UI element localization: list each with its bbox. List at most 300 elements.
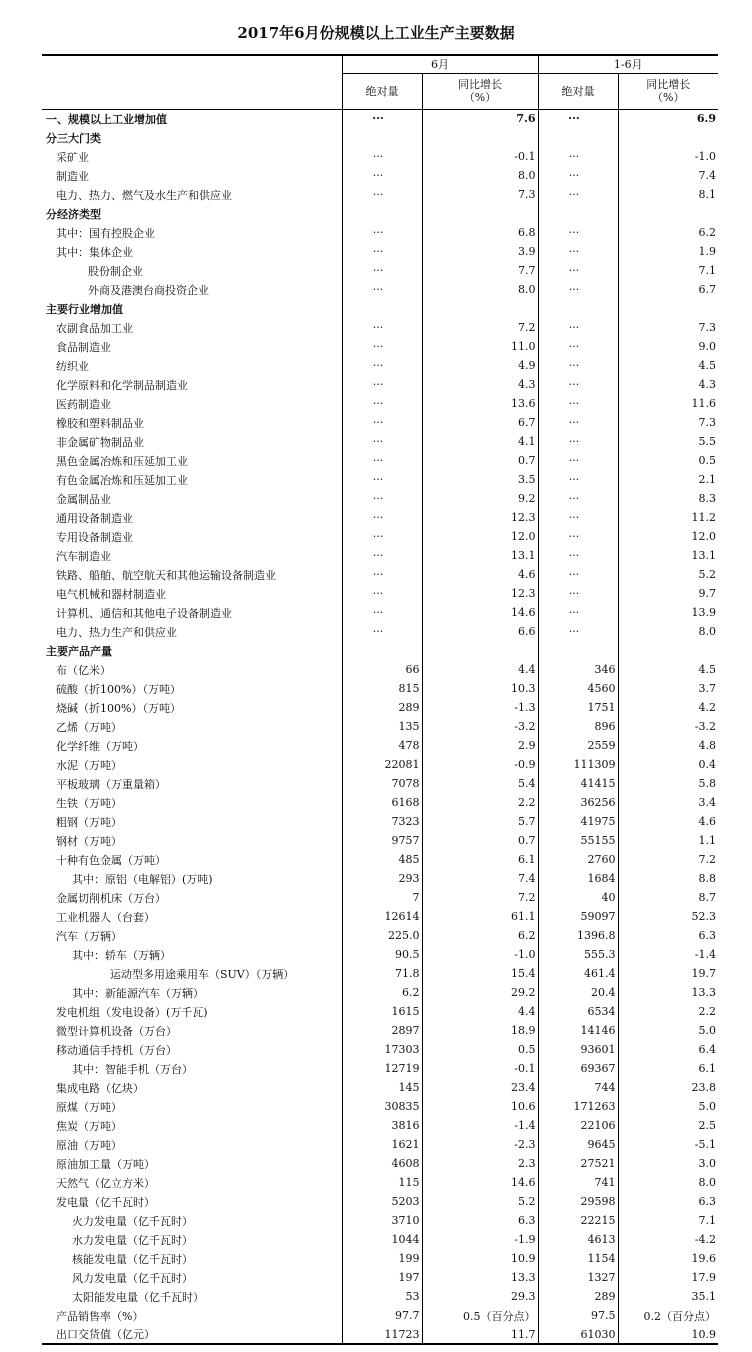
ytd-yoy-cell — [618, 641, 718, 660]
ytd-yoy-cell: 8.0 — [618, 622, 718, 641]
row-name: 集成电路（亿块） — [56, 1081, 144, 1095]
row-name: 平板玻璃（万重量箱） — [56, 777, 166, 791]
june-yoy-cell: -1.0 — [422, 945, 538, 964]
june-yoy-cell: -1.4 — [422, 1116, 538, 1135]
june-abs-cell: ··· — [342, 185, 422, 204]
ytd-abs-cell: ··· — [538, 147, 618, 166]
row-name: 医药制造业 — [56, 397, 111, 411]
ytd-yoy-cell: 6.1 — [618, 1059, 718, 1078]
ytd-abs-cell: ··· — [538, 394, 618, 413]
header-blank — [42, 55, 342, 73]
june-abs-cell: 135 — [342, 717, 422, 736]
june-abs-cell: 1615 — [342, 1002, 422, 1021]
row-name: 分经济类型 — [46, 207, 101, 221]
ytd-yoy-cell: 9.0 — [618, 337, 718, 356]
ytd-abs-cell: 22106 — [538, 1116, 618, 1135]
table-row — [42, 1059, 718, 1078]
ytd-abs-cell: 289 — [538, 1287, 618, 1306]
row-name: 移动通信手持机（万台） — [56, 1043, 177, 1057]
row-name: 计算机、通信和其他电子设备制造业 — [56, 606, 232, 620]
table-row — [42, 888, 718, 907]
table-row — [42, 793, 718, 812]
ytd-yoy-cell: 35.1 — [618, 1287, 718, 1306]
june-yoy-cell: -0.1 — [422, 1059, 538, 1078]
ytd-yoy-cell: 7.1 — [618, 261, 718, 280]
june-yoy-cell: 13.6 — [422, 394, 538, 413]
june-yoy-cell: 11.7 — [422, 1325, 538, 1344]
june-abs-cell: 30835 — [342, 1097, 422, 1116]
row-name: 运动型多用途乘用车（SUV）（万辆） — [110, 967, 295, 981]
ytd-abs-cell: 555.3 — [538, 945, 618, 964]
row-name: 化学原料和化学制品制造业 — [56, 378, 188, 392]
row-name: 采矿业 — [56, 150, 89, 164]
table-row — [42, 432, 718, 451]
table-row — [42, 983, 718, 1002]
row-name: 其中：原铝（电解铝）(万吨) — [72, 872, 213, 886]
ytd-abs-cell: ··· — [538, 527, 618, 546]
ytd-yoy-cell: -1.4 — [618, 945, 718, 964]
table-row — [42, 109, 718, 128]
june-yoy-cell: 0.7 — [422, 831, 538, 850]
ytd-yoy-cell: 7.4 — [618, 166, 718, 185]
june-yoy-cell: 13.1 — [422, 546, 538, 565]
ytd-abs-cell: 2760 — [538, 850, 618, 869]
ytd-yoy-cell: 6.9 — [618, 109, 718, 128]
ytd-yoy-cell: 2.2 — [618, 1002, 718, 1021]
ytd-abs-cell: 9645 — [538, 1135, 618, 1154]
row-name: 生铁（万吨） — [56, 796, 122, 810]
june-abs-cell: ··· — [342, 584, 422, 603]
june-yoy-cell: 7.3 — [422, 185, 538, 204]
ytd-yoy-cell: -5.1 — [618, 1135, 718, 1154]
june-yoy-cell: 0.5 — [422, 1040, 538, 1059]
ytd-yoy-cell: 19.6 — [618, 1249, 718, 1268]
table-row — [42, 261, 718, 280]
row-name: 一、规模以上工业增加值 — [46, 112, 167, 126]
table-row — [42, 356, 718, 375]
ytd-abs-cell: 744 — [538, 1078, 618, 1097]
ytd-abs-cell: 69367 — [538, 1059, 618, 1078]
header-blank-2 — [42, 73, 342, 109]
june-yoy-cell: 4.4 — [422, 660, 538, 679]
june-abs-cell: 5203 — [342, 1192, 422, 1211]
row-name: 钢材（万吨） — [56, 834, 122, 848]
row-name: 出口交货值（亿元） — [42, 1325, 342, 1344]
june-abs-cell: ··· — [342, 622, 422, 641]
data-table — [42, 54, 718, 1345]
june-abs-cell: 66 — [342, 660, 422, 679]
header-yoy-unit: （%） — [463, 91, 497, 104]
ytd-abs-cell: 4613 — [538, 1230, 618, 1249]
header-ytd-abs: 绝对量 — [538, 73, 618, 109]
row-name: 有色金属冶炼和压延加工业 — [56, 473, 188, 487]
row-name: 化学纤维（万吨） — [56, 739, 144, 753]
table-row — [42, 451, 718, 470]
june-abs-cell: 3710 — [342, 1211, 422, 1230]
ytd-abs-cell: ··· — [538, 451, 618, 470]
row-name: 金属制品业 — [56, 492, 111, 506]
june-abs-cell: 9757 — [342, 831, 422, 850]
table-row — [42, 1021, 718, 1040]
june-abs-cell: ··· — [342, 375, 422, 394]
ytd-abs-cell: 36256 — [538, 793, 618, 812]
table-row — [42, 470, 718, 489]
ytd-abs-cell: 6534 — [538, 1002, 618, 1021]
row-name: 火力发电量（亿千瓦时） — [72, 1214, 193, 1228]
ytd-abs-cell: 61030 — [538, 1325, 618, 1344]
ytd-yoy-cell — [618, 204, 718, 223]
june-abs-cell: ··· — [342, 318, 422, 337]
june-abs-cell: 97.7 — [342, 1306, 422, 1325]
june-yoy-cell: 61.1 — [422, 907, 538, 926]
table-row — [42, 1287, 718, 1306]
table-row — [42, 565, 718, 584]
ytd-abs-cell: ··· — [538, 584, 618, 603]
june-abs-cell: 7078 — [342, 774, 422, 793]
table-row — [42, 375, 718, 394]
table-row — [42, 1230, 718, 1249]
june-abs-cell: ··· — [342, 280, 422, 299]
ytd-abs-cell: 97.5 — [538, 1306, 618, 1325]
row-name: 天然气（亿立方米） — [56, 1176, 155, 1190]
june-yoy-cell: 6.6 — [422, 622, 538, 641]
june-yoy-cell: 4.6 — [422, 565, 538, 584]
ytd-yoy-cell: 4.5 — [618, 660, 718, 679]
june-yoy-cell: 9.2 — [422, 489, 538, 508]
june-abs-cell: ··· — [342, 394, 422, 413]
row-name: 其中：新能源汽车（万辆） — [72, 986, 204, 1000]
ytd-yoy-cell: 5.8 — [618, 774, 718, 793]
june-abs-cell: 3816 — [342, 1116, 422, 1135]
june-yoy-cell: 3.5 — [422, 470, 538, 489]
table-row — [42, 1097, 718, 1116]
ytd-yoy-cell: 11.2 — [618, 508, 718, 527]
ytd-yoy-cell: 0.4 — [618, 755, 718, 774]
june-abs-cell: ··· — [342, 166, 422, 185]
june-abs-cell: 145 — [342, 1078, 422, 1097]
june-abs-cell: 6168 — [342, 793, 422, 812]
table-row — [42, 603, 718, 622]
june-yoy-cell: 11.0 — [422, 337, 538, 356]
june-abs-cell — [342, 299, 422, 318]
ytd-abs-cell: 29598 — [538, 1192, 618, 1211]
june-abs-cell — [342, 204, 422, 223]
ytd-yoy-cell: 6.2 — [618, 223, 718, 242]
ytd-yoy-cell: 8.8 — [618, 869, 718, 888]
table-row — [42, 1173, 718, 1192]
table-row — [42, 299, 718, 318]
table-row — [42, 185, 718, 204]
ytd-yoy-cell: 7.2 — [618, 850, 718, 869]
ytd-abs-cell: ··· — [538, 223, 618, 242]
ytd-abs-cell: 1751 — [538, 698, 618, 717]
ytd-yoy-cell — [618, 299, 718, 318]
june-yoy-cell: 7.2 — [422, 888, 538, 907]
ytd-abs-cell: ··· — [538, 375, 618, 394]
june-abs-cell: ··· — [342, 508, 422, 527]
june-abs-cell: 815 — [342, 679, 422, 698]
june-yoy-cell: 5.7 — [422, 812, 538, 831]
row-name: 微型计算机设备（万台） — [56, 1024, 177, 1038]
table-row — [42, 166, 718, 185]
row-name: 原油（万吨） — [56, 1138, 122, 1152]
june-yoy-cell: 4.1 — [422, 432, 538, 451]
table-row — [42, 1325, 718, 1344]
june-yoy-cell: -1.9 — [422, 1230, 538, 1249]
ytd-abs-cell: 461.4 — [538, 964, 618, 983]
june-yoy-cell: 8.0 — [422, 166, 538, 185]
table-row — [42, 527, 718, 546]
ytd-yoy-cell: -1.0 — [618, 147, 718, 166]
ytd-yoy-cell: 10.9 — [618, 1325, 718, 1344]
table-row — [42, 1078, 718, 1097]
ytd-abs-cell: ··· — [538, 489, 618, 508]
ytd-abs-cell: ··· — [538, 185, 618, 204]
row-name: 主要产品产量 — [46, 644, 112, 658]
ytd-abs-cell: 41415 — [538, 774, 618, 793]
row-name: 焦炭（万吨） — [56, 1119, 122, 1133]
row-name: 食品制造业 — [56, 340, 111, 354]
june-yoy-cell: 2.2 — [422, 793, 538, 812]
ytd-yoy-cell: 8.1 — [618, 185, 718, 204]
june-yoy-cell: 29.2 — [422, 983, 538, 1002]
header-june-abs: 绝对量 — [342, 73, 422, 109]
ytd-abs-cell: ··· — [538, 622, 618, 641]
ytd-yoy-cell: 9.7 — [618, 584, 718, 603]
june-yoy-cell: -0.1 — [422, 147, 538, 166]
row-name: 汽车制造业 — [56, 549, 111, 563]
june-abs-cell: ··· — [342, 565, 422, 584]
june-yoy-cell: 23.4 — [422, 1078, 538, 1097]
table-row — [42, 736, 718, 755]
june-yoy-cell: 6.3 — [422, 1211, 538, 1230]
ytd-abs-cell: ··· — [538, 565, 618, 584]
ytd-abs-cell: 93601 — [538, 1040, 618, 1059]
ytd-yoy-cell: 0.2（百分点） — [618, 1306, 718, 1325]
june-yoy-cell: 12.0 — [422, 527, 538, 546]
table-row — [42, 1268, 718, 1287]
ytd-abs-cell: ··· — [538, 508, 618, 527]
ytd-yoy-cell: 13.1 — [618, 546, 718, 565]
ytd-yoy-cell: 19.7 — [618, 964, 718, 983]
ytd-abs-cell: 1396.8 — [538, 926, 618, 945]
ytd-abs-cell: 59097 — [538, 907, 618, 926]
ytd-yoy-cell: 3.7 — [618, 679, 718, 698]
june-abs-cell: 22081 — [342, 755, 422, 774]
row-name: 原煤（万吨） — [56, 1100, 122, 1114]
june-yoy-cell: 7.2 — [422, 318, 538, 337]
ytd-abs-cell: 27521 — [538, 1154, 618, 1173]
june-abs-cell: ··· — [342, 432, 422, 451]
row-name: 外商及港澳台商投资企业 — [88, 283, 209, 297]
ytd-yoy-cell: 17.9 — [618, 1268, 718, 1287]
june-yoy-cell: 6.2 — [422, 926, 538, 945]
row-name: 发电机组（发电设备）(万千瓦) — [56, 1005, 208, 1019]
table-row — [42, 318, 718, 337]
ytd-abs-cell: 4560 — [538, 679, 618, 698]
header-yoy-label: 同比增长 — [458, 78, 502, 91]
row-name: 铁路、船舶、航空航天和其他运输设备制造业 — [56, 568, 276, 582]
ytd-yoy-cell: -3.2 — [618, 717, 718, 736]
row-name: 其中：国有控股企业 — [56, 226, 155, 240]
header-group-june: 6月 — [342, 55, 538, 73]
june-yoy-cell: 5.2 — [422, 1192, 538, 1211]
june-yoy-cell: 10.6 — [422, 1097, 538, 1116]
ytd-abs-cell: 22215 — [538, 1211, 618, 1230]
ytd-yoy-cell: 5.5 — [618, 432, 718, 451]
june-abs-cell: ··· — [342, 223, 422, 242]
row-name: 工业机器人（台套） — [56, 910, 155, 924]
ytd-yoy-cell: 13.9 — [618, 603, 718, 622]
june-yoy-cell: -0.9 — [422, 755, 538, 774]
june-abs-cell: 6.2 — [342, 983, 422, 1002]
ytd-abs-cell: 741 — [538, 1173, 618, 1192]
june-abs-cell: 71.8 — [342, 964, 422, 983]
june-abs-cell: 11723 — [342, 1325, 422, 1344]
ytd-abs-cell: ··· — [538, 356, 618, 375]
table-row — [42, 128, 718, 147]
ytd-yoy-cell: 1.1 — [618, 831, 718, 850]
june-yoy-cell: 6.8 — [422, 223, 538, 242]
table-row — [42, 850, 718, 869]
june-yoy-cell: 14.6 — [422, 1173, 538, 1192]
june-yoy-cell: -3.2 — [422, 717, 538, 736]
table-row — [42, 1040, 718, 1059]
june-yoy-cell: 8.0 — [422, 280, 538, 299]
ytd-abs-cell: ··· — [538, 546, 618, 565]
row-name: 太阳能发电量（亿千瓦时） — [72, 1290, 204, 1304]
june-abs-cell: ··· — [342, 413, 422, 432]
june-abs-cell: 478 — [342, 736, 422, 755]
ytd-abs-cell: 896 — [538, 717, 618, 736]
june-abs-cell: ··· — [342, 489, 422, 508]
june-abs-cell: 7323 — [342, 812, 422, 831]
june-abs-cell: ··· — [342, 337, 422, 356]
row-name: 原油加工量（万吨） — [56, 1157, 155, 1171]
june-yoy-cell — [422, 128, 538, 147]
table-row — [42, 698, 718, 717]
ytd-yoy-cell: 7.1 — [618, 1211, 718, 1230]
june-abs-cell: 115 — [342, 1173, 422, 1192]
ytd-yoy-cell: 3.0 — [618, 1154, 718, 1173]
table-row — [42, 1154, 718, 1173]
ytd-abs-cell: ··· — [538, 280, 618, 299]
june-yoy-cell — [422, 299, 538, 318]
ytd-yoy-cell: 7.3 — [618, 413, 718, 432]
table-row — [42, 1211, 718, 1230]
row-name: 发电量（亿千瓦时） — [56, 1195, 155, 1209]
row-name: 汽车（万辆） — [56, 929, 122, 943]
table-row — [42, 907, 718, 926]
ytd-abs-cell: 1154 — [538, 1249, 618, 1268]
ytd-abs-cell: 111309 — [538, 755, 618, 774]
june-yoy-cell: 15.4 — [422, 964, 538, 983]
row-name: 橡胶和塑料制品业 — [56, 416, 144, 430]
table-row — [42, 394, 718, 413]
row-name: 金属切削机床（万台） — [56, 891, 166, 905]
row-name: 主要行业增加值 — [46, 302, 123, 316]
row-name: 电力、热力生产和供应业 — [56, 625, 177, 639]
table-row — [42, 280, 718, 299]
ytd-abs-cell: 40 — [538, 888, 618, 907]
table-row — [42, 489, 718, 508]
ytd-yoy-cell: 4.5 — [618, 356, 718, 375]
ytd-abs-cell: ··· — [538, 603, 618, 622]
ytd-yoy-cell: 52.3 — [618, 907, 718, 926]
row-name: 非金属矿物制品业 — [56, 435, 144, 449]
ytd-yoy-cell: 1.9 — [618, 242, 718, 261]
ytd-yoy-cell: 23.8 — [618, 1078, 718, 1097]
ytd-abs-cell: 1684 — [538, 869, 618, 888]
row-name: 其中：集体企业 — [56, 245, 133, 259]
row-name: 风力发电量（亿千瓦时） — [72, 1271, 193, 1285]
ytd-abs-cell: ··· — [538, 337, 618, 356]
table-row — [42, 679, 718, 698]
june-yoy-cell: 12.3 — [422, 508, 538, 527]
june-abs-cell: ··· — [342, 546, 422, 565]
table-row — [42, 717, 718, 736]
row-name: 股份制企业 — [88, 264, 143, 278]
june-yoy-cell: 10.3 — [422, 679, 538, 698]
june-abs-cell: 293 — [342, 869, 422, 888]
row-name: 电气机械和器材制造业 — [56, 587, 166, 601]
ytd-abs-cell: ··· — [538, 166, 618, 185]
june-yoy-cell: 18.9 — [422, 1021, 538, 1040]
june-yoy-cell: 0.5（百分点） — [422, 1306, 538, 1325]
june-yoy-cell: 29.3 — [422, 1287, 538, 1306]
june-yoy-cell: -1.3 — [422, 698, 538, 717]
ytd-abs-cell: 55155 — [538, 831, 618, 850]
june-abs-cell: ··· — [342, 527, 422, 546]
ytd-yoy-cell: 8.7 — [618, 888, 718, 907]
table-row — [42, 147, 718, 166]
june-abs-cell: 1621 — [342, 1135, 422, 1154]
row-name: 十种有色金属（万吨） — [56, 853, 166, 867]
june-abs-cell: 289 — [342, 698, 422, 717]
ytd-abs-cell: 171263 — [538, 1097, 618, 1116]
row-name: 制造业 — [56, 169, 89, 183]
ytd-yoy-cell: 3.4 — [618, 793, 718, 812]
june-abs-cell: 12719 — [342, 1059, 422, 1078]
table-row — [42, 1116, 718, 1135]
june-abs-cell — [342, 641, 422, 660]
row-name: 电力、热力、燃气及水生产和供应业 — [56, 188, 232, 202]
ytd-abs-cell: ··· — [538, 413, 618, 432]
row-name: 粗钢（万吨） — [56, 815, 122, 829]
june-abs-cell: 7 — [342, 888, 422, 907]
ytd-abs-cell: ··· — [538, 109, 618, 128]
ytd-yoy-cell: 8.0 — [618, 1173, 718, 1192]
table-row — [42, 1306, 718, 1325]
ytd-abs-cell — [538, 128, 618, 147]
table-row — [42, 755, 718, 774]
table-row — [42, 242, 718, 261]
june-abs-cell: 90.5 — [342, 945, 422, 964]
ytd-abs-cell: 14146 — [538, 1021, 618, 1040]
ytd-yoy-cell: 13.3 — [618, 983, 718, 1002]
june-yoy-cell: 3.9 — [422, 242, 538, 261]
ytd-yoy-cell: 8.3 — [618, 489, 718, 508]
june-yoy-cell: 6.7 — [422, 413, 538, 432]
ytd-yoy-cell: 7.3 — [618, 318, 718, 337]
june-abs-cell: ··· — [342, 356, 422, 375]
table-body — [42, 109, 718, 1344]
ytd-abs-cell: ··· — [538, 261, 618, 280]
ytd-abs-cell — [538, 204, 618, 223]
ytd-yoy-cell: 12.0 — [618, 527, 718, 546]
table-row — [42, 204, 718, 223]
june-abs-cell: ··· — [342, 470, 422, 489]
